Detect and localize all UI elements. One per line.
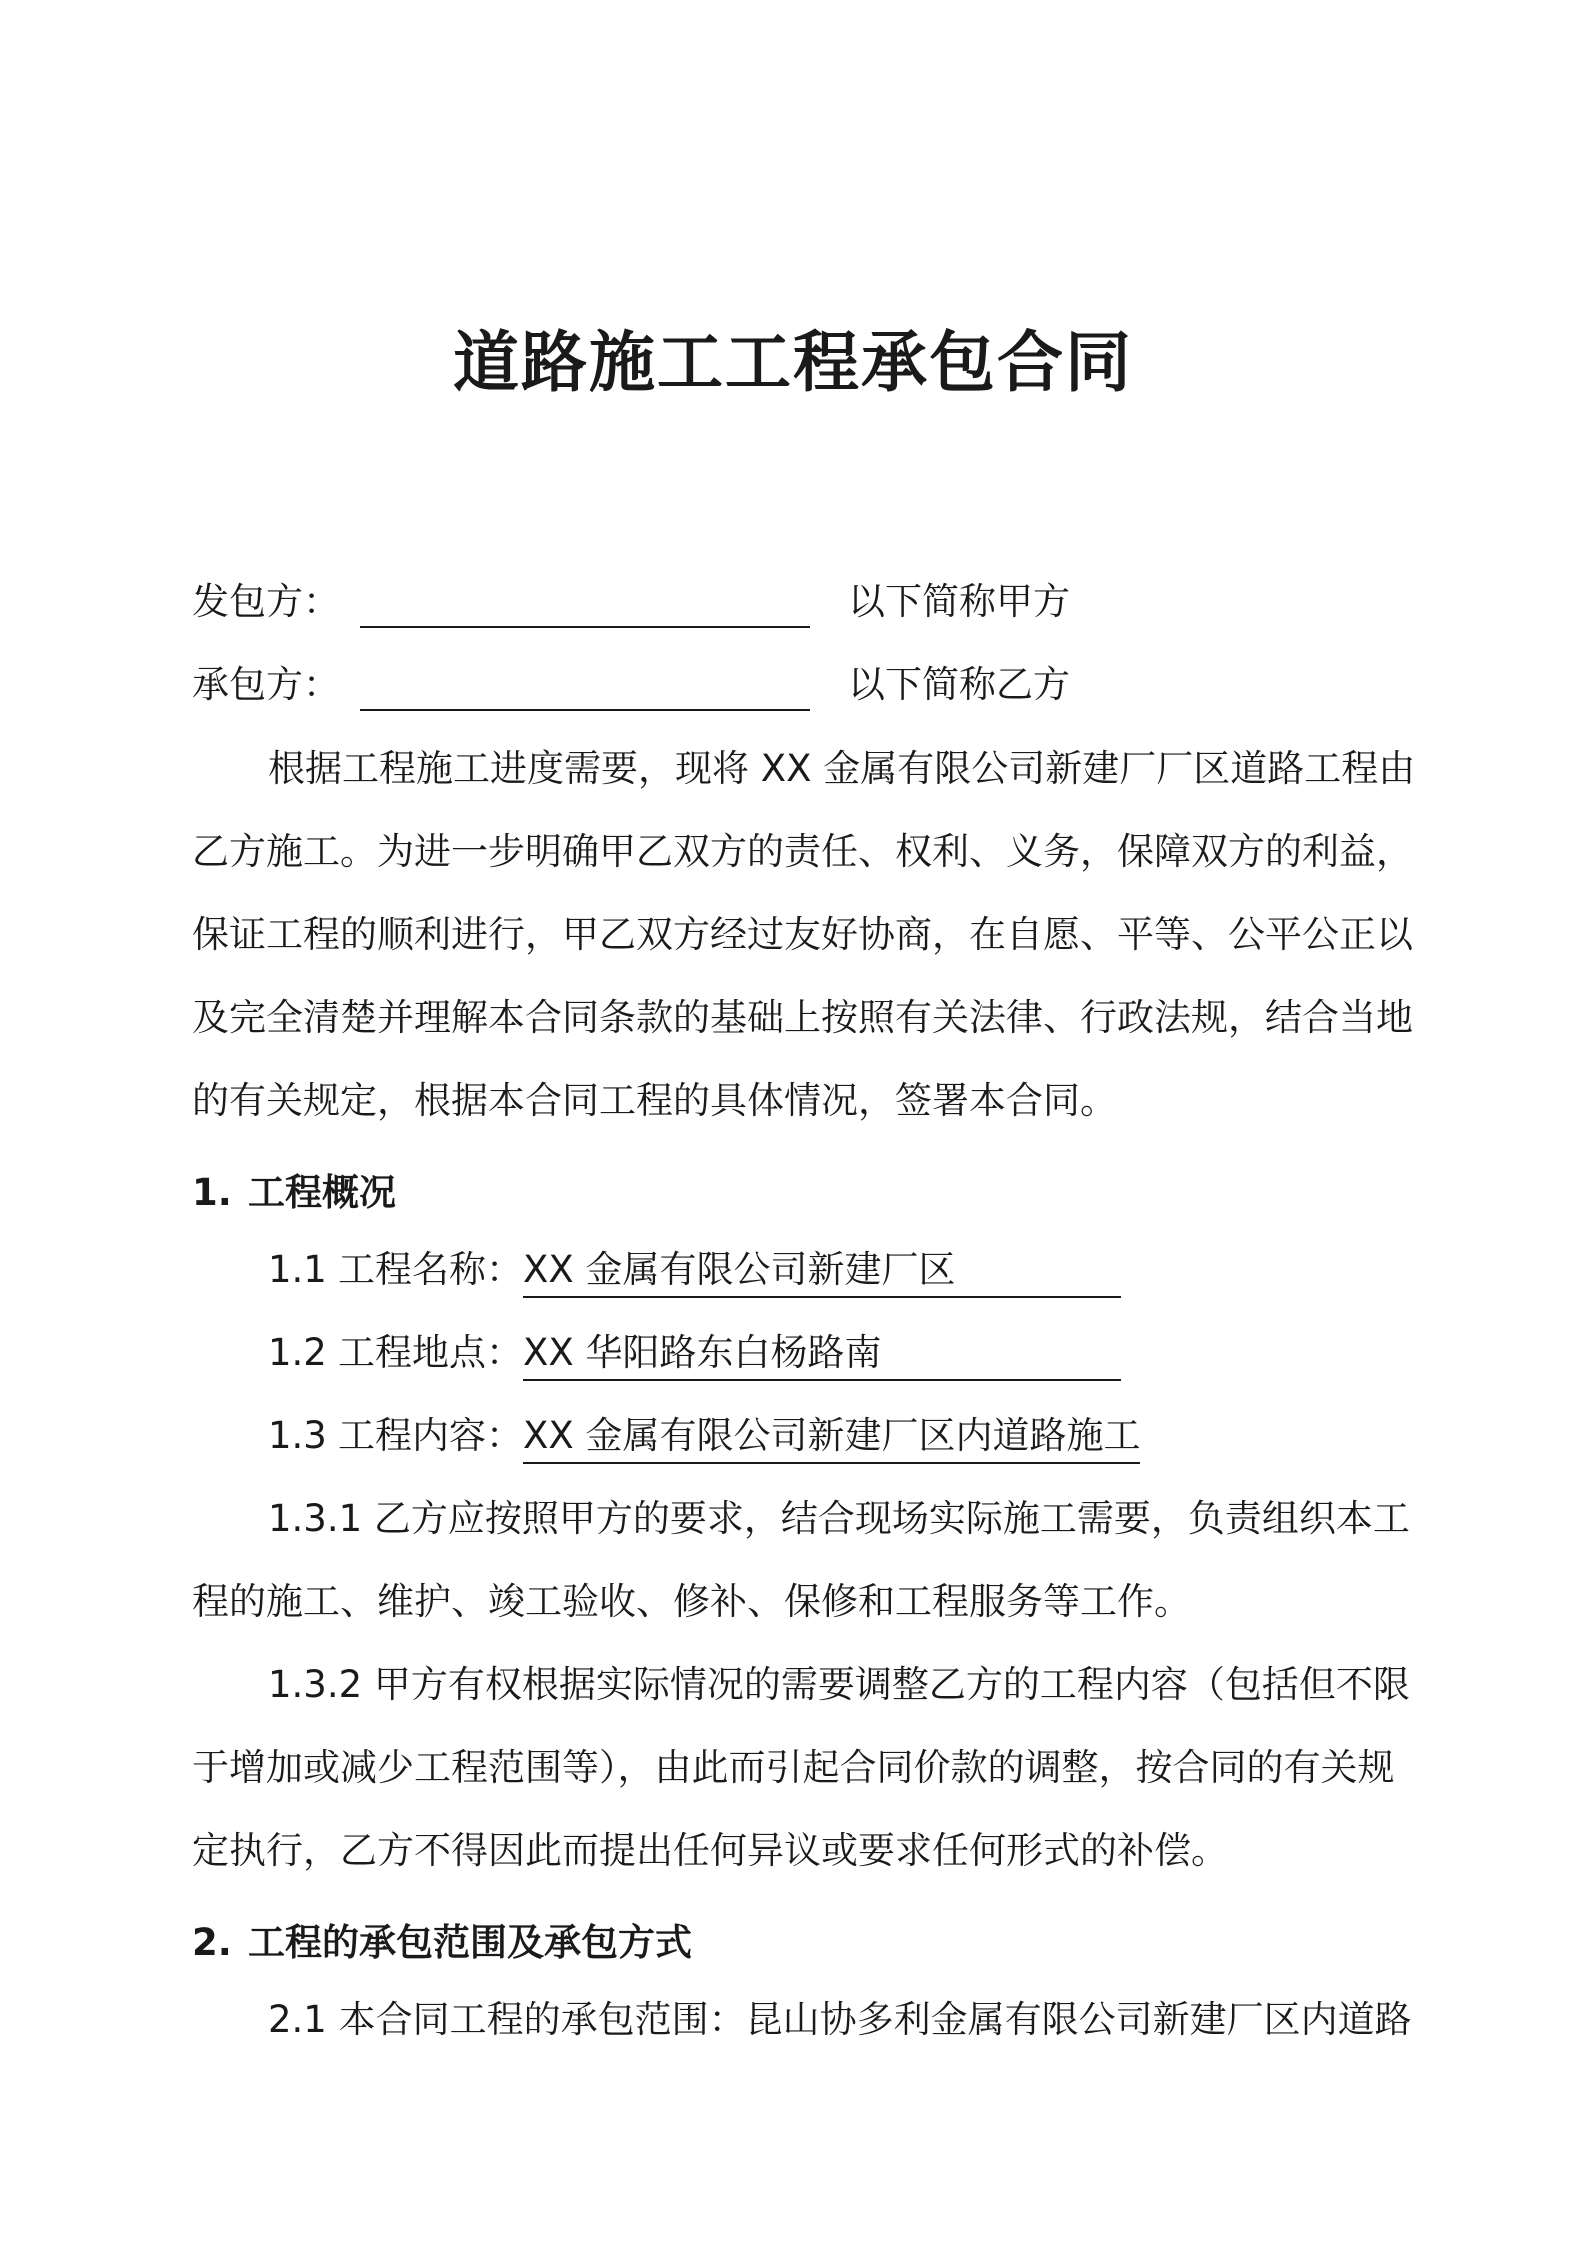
clause-number: 1.3	[268, 1414, 327, 1457]
field-label: 工程地点：	[338, 1331, 523, 1374]
clause-1-3-2-line: 定执行，乙方不得因此而提出任何异议或要求任何形式的补偿。	[192, 1829, 1228, 1872]
field-label: 工程名称：	[338, 1248, 523, 1291]
clause-1-3-2-line: 1.3.2 甲方有权根据实际情况的需要调整乙方的工程内容（包括但不限	[268, 1663, 1410, 1706]
section-title: 工程的承包范围及承包方式	[248, 1921, 692, 1964]
clause-1-3-1-line: 程的施工、维护、竣工验收、修补、保修和工程服务等工作。	[192, 1580, 1191, 1623]
employer-label: 发包方：	[192, 580, 340, 623]
intro-line: 乙方施工。为进一步明确甲乙双方的责任、权利、义务，保障双方的利益，	[192, 830, 1413, 873]
clause-1-3-1-line: 1.3.1 乙方应按照甲方的要求，结合现场实际施工需要，负责组织本工	[268, 1497, 1410, 1540]
clause-1-3-2-line: 于增加或减少工程范围等），由此而引起合同价款的调整，按合同的有关规	[192, 1746, 1395, 1789]
project-location-value: XX 华阳路东白杨路南	[523, 1334, 1121, 1381]
contractor-label: 承包方：	[192, 663, 340, 706]
employer-name-blank[interactable]	[360, 626, 810, 628]
contractor-note: 以下简称乙方	[848, 663, 1070, 706]
clause-number: 1.2	[268, 1331, 327, 1374]
contractor-name-blank[interactable]	[360, 709, 810, 711]
section-title: 工程概况	[248, 1171, 396, 1214]
intro-line: 的有关规定，根据本合同工程的具体情况，签署本合同。	[192, 1079, 1117, 1122]
section-heading-2	[192, 1921, 692, 1964]
contract-title: 道路施工工程承包合同	[453, 324, 1133, 401]
section-number: 1.	[192, 1171, 232, 1214]
intro-line: 保证工程的顺利进行，甲乙双方经过友好协商，在自愿、平等、公平公正以	[192, 913, 1413, 956]
project-content-value: XX 金属有限公司新建厂区内道路施工	[523, 1417, 1140, 1464]
intro-line: 及完全清楚并理解本合同条款的基础上按照有关法律、行政法规，结合当地	[192, 996, 1413, 1039]
employer-note: 以下简称甲方	[848, 580, 1070, 623]
project-name-value: XX 金属有限公司新建厂区	[523, 1251, 1121, 1298]
clause-number: 1.1	[268, 1248, 327, 1291]
intro-line: 根据工程施工进度需要，现将 XX 金属有限公司新建厂厂区道路工程由	[268, 747, 1416, 790]
project-name-field	[268, 1248, 1121, 1298]
clause-2-1-line: 2.1 本合同工程的承包范围：昆山协多利金属有限公司新建厂区内道路	[268, 1998, 1412, 2041]
section-heading-1	[192, 1171, 396, 1214]
field-label: 工程内容：	[338, 1414, 523, 1457]
project-location-field	[268, 1331, 1121, 1381]
section-number: 2.	[192, 1921, 232, 1964]
project-content-field	[268, 1414, 1141, 1464]
